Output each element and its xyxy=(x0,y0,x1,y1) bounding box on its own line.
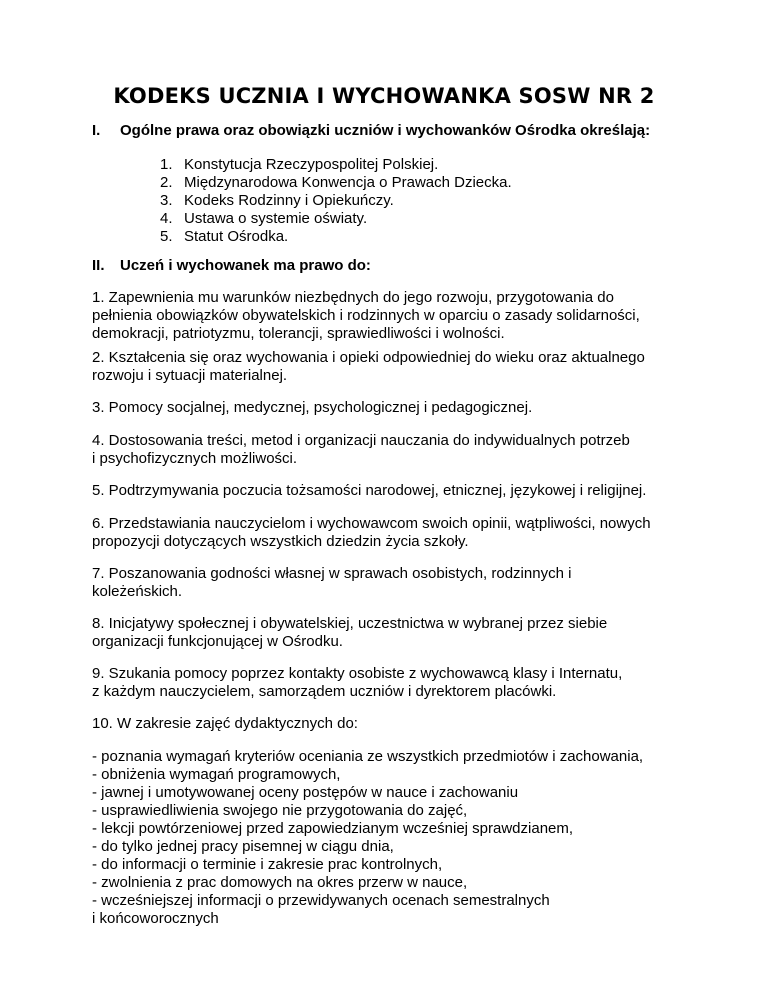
section-1-numeral: I. xyxy=(92,122,101,139)
section-2-heading xyxy=(92,257,371,275)
right-paragraph-2: 2. Kształcenia się oraz wychowania i opieki odpowiedniej do wieku oraz aktualnego rozwoju i sytuacji materialnej. xyxy=(92,349,645,384)
section-2-heading-text: Uczeń i wychowanek ma prawo do: xyxy=(120,257,371,274)
section-1-heading-text: Ogólne prawa oraz obowiązki uczniów i wychowanków Ośrodka określają: xyxy=(120,122,651,139)
list-item: 5. Statut Ośrodka. xyxy=(160,228,289,245)
right-paragraph-7: 7. Poszanowania godności własnej w sprawach osobistych, rodzinnych i koleżeńskich. xyxy=(92,565,572,600)
right-paragraph-4: 4. Dostosowania treści, metod i organizacji nauczania do indywidualnych potrzeb i psychofizycznych możliwości. xyxy=(92,432,630,467)
right-paragraph-5: 5. Podtrzymywania poczucia tożsamości narodowej, etnicznej, językowej i religijnej. xyxy=(92,482,647,499)
section-1-heading xyxy=(92,122,650,140)
right-paragraph-3: 3. Pomocy socjalnej, medycznej, psychologicznej i pedagogicznej. xyxy=(92,399,533,416)
didactic-rights-list: - poznania wymagań kryteriów oceniania ze wszystkich przedmiotów i zachowania, - obniżenia wymagań programowych, - jawnej i umotywowanej oceny postępów w nauce i zachowaniu - usprawiedliwienia swojego nie przygotowania do zajęć, - lekcji powtórzeniowej przed zapowiedzianym wcześniej sprawdzianem, - do tylko jednej pracy pisemnej w ciągu dnia, - do informacji o terminie i zakresie prac kontrolnych, - zwolnienia z prac domowych na okres przerw w nauce, - wcześniejszej informacji o przewidywanych ocenach semestralnych i końcoworocznych xyxy=(92,748,644,927)
right-paragraph-9: 9. Szukania pomocy poprzez kontakty osobiste z wychowawcą klasy i Internatu, z każdym nauczycielem, samorządem uczniów i dyrektorem placówki. xyxy=(92,665,623,700)
list-item: 3. Kodeks Rodzinny i Opiekuńczy. xyxy=(160,192,394,209)
section-2-numeral: II. xyxy=(92,257,105,274)
right-paragraph-10: 10. W zakresie zajęć dydaktycznych do: xyxy=(92,715,358,732)
document-title: KODEKS UCZNIA I WYCHOWANKA SOSW NR 2 xyxy=(113,84,655,108)
right-paragraph-6: 6. Przedstawiania nauczycielom i wychowawcom swoich opinii, wątpliwości, nowych propozycji dotyczących wszystkich dziedzin życia szkoły. xyxy=(92,515,651,550)
list-item: 1. Konstytucja Rzeczypospolitej Polskiej. xyxy=(160,156,439,173)
list-item: 2. Międzynarodowa Konwencja o Prawach Dziecka. xyxy=(160,174,512,191)
right-paragraph-8: 8. Inicjatywy społecznej i obywatelskiej, uczestnictwa w wybranej przez siebie organizacji funkcjonującej w Ośrodku. xyxy=(92,615,608,650)
legal-sources-list xyxy=(160,156,512,246)
list-item: 4. Ustawa o systemie oświaty. xyxy=(160,210,368,227)
right-paragraph-1: 1. Zapewnienia mu warunków niezbędnych do jego rozwoju, przygotowania do pełnienia obowiązków obywatelskich i rodzinnych w oparciu o zasady solidarności, demokracji, patriotyzmu, tolerancji, sprawiedliwości i wolności. xyxy=(92,289,640,342)
